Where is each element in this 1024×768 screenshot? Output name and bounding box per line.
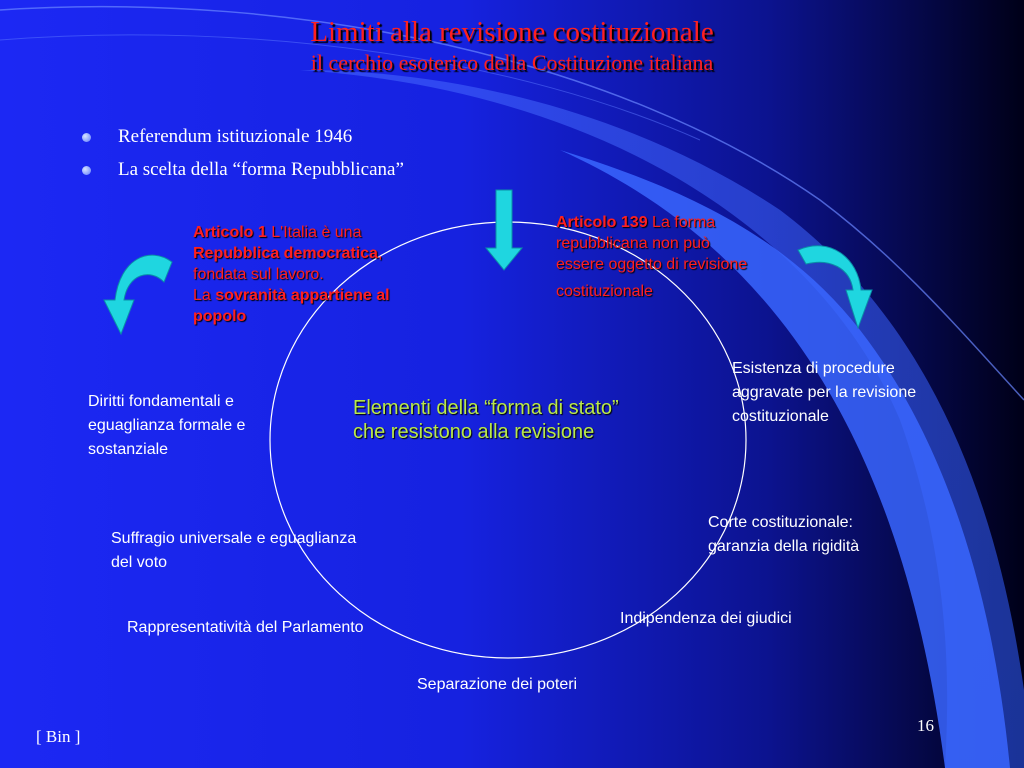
page-number: 16 <box>917 716 934 735</box>
bullet-list <box>80 124 404 190</box>
footer-source: [ Bin ] <box>36 727 81 746</box>
bullet-item: La scelta della “forma Repubblicana” <box>80 157 404 190</box>
node-procedure: Esistenza di procedure aggravate per la revisione costituzionale <box>732 360 917 425</box>
article-1-box: Articolo 1 L'Italia è una Repubblica democratica, fondata sul lavoro. La sovranità appartiene al popolo <box>193 224 390 325</box>
slide-title <box>0 14 1024 76</box>
node-corte: Corte costituzionale: garanzia della rigidità <box>708 514 860 555</box>
node-indipendenza: Indipendenza dei giudici <box>620 610 792 627</box>
bullet-item: Referendum istituzionale 1946 <box>80 124 404 157</box>
node-rappresentativita: Rappresentatività del Parlamento <box>127 619 364 636</box>
center-label: Elementi della “forma di stato” che resistono alla revisione <box>353 397 619 443</box>
node-diritti: Diritti fondamentali e eguaglianza formale e sostanziale <box>88 393 246 458</box>
node-separazione: Separazione dei poteri <box>417 676 578 693</box>
left-curved-arrow-icon <box>104 255 172 334</box>
bullet-dot-icon <box>82 133 91 142</box>
title-main: Limiti alla revisione costituzionale <box>310 16 714 48</box>
down-arrow-icon <box>486 190 522 270</box>
bullet-dot-icon <box>82 166 91 175</box>
article-139-box: Articolo 139 La forma repubblicana non può essere oggetto di revisione costituzionale <box>556 214 748 300</box>
node-suffragio: Suffragio universale e eguaglianza del voto <box>111 530 357 571</box>
title-sub: il cerchio esoterico della Costituzione italiana <box>310 50 714 75</box>
